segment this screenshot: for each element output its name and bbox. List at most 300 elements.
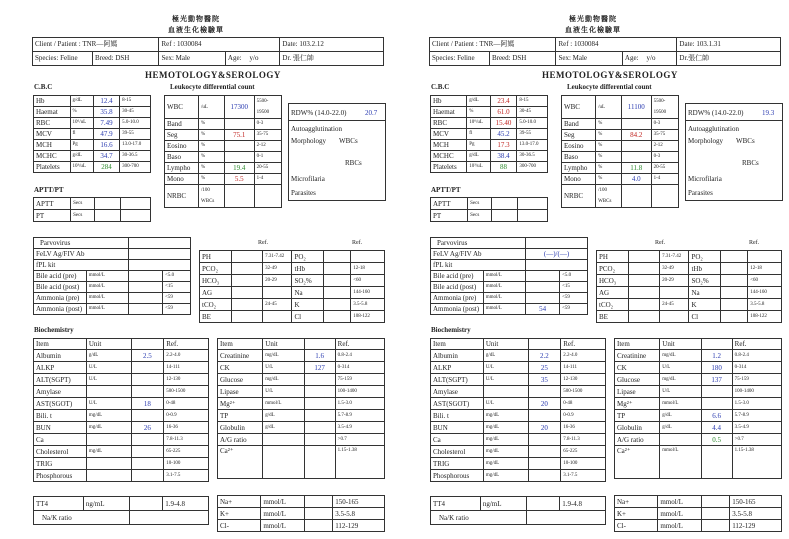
sero-name: fPL kit [431,260,526,271]
wbc-value [224,119,254,130]
ref-header: Ref. [164,339,209,350]
gas-ref: 108-122 [351,311,385,323]
rdw-smear-box [288,103,386,201]
table-row [615,410,782,422]
chem-name: Phosphorous [431,470,484,482]
chem-value [528,446,561,458]
tt4-ref: 1.9-4.8 [560,497,606,511]
aptt-blank [121,198,151,210]
table-row [34,151,151,162]
chem-name: Mg²⁺ [218,398,263,410]
table-row [34,249,191,260]
chem-value [304,434,335,446]
sero-ref: <59 [163,293,191,304]
chem-unit: U/L [263,362,304,374]
table-row [34,410,209,422]
table-row [615,422,782,434]
chem-unit: mmol/L [660,446,701,479]
tt4-unit: ng/mL [480,497,526,511]
elec-value [701,520,730,532]
chem-name: AST(SGOT) [431,398,484,410]
gas-name: tCO₂ [597,299,629,311]
sero-value: 54 [526,304,560,315]
table-row [431,497,606,511]
cbc-value: 7.49 [93,118,119,129]
cbc-unit: g/dL [70,151,93,162]
chem-name: Cholesterol [34,446,87,458]
report-sheet-right [397,0,789,539]
sero-ref: <59 [560,304,588,315]
chem-value: 127 [304,362,335,374]
gas-name: HCO₃ [597,275,629,287]
chem-value: 1.6 [304,350,335,362]
cbc-unit: 10³/uL [467,162,490,173]
tt4-ref: 1.9-4.8 [163,497,209,511]
gas-name: K [689,299,721,311]
chem-value [528,470,561,482]
cbc-unit: fl [467,129,490,140]
gas-ref: <60 [748,275,782,287]
table-row [218,446,385,479]
table-row [431,374,606,386]
table-row [34,422,209,434]
table-row [165,96,282,119]
chem-unit: U/L [483,374,528,386]
table-row [218,496,385,508]
table-row [34,511,209,525]
cbc-value: 38.4 [490,151,517,162]
cbc-title: C.B.C [34,83,53,91]
chem-unit: g/dL [263,410,304,422]
nak-value [129,511,208,525]
table-row [165,141,282,152]
wbc-unit: /uL [596,96,622,119]
table-row [218,374,385,386]
tt4-unit: ng/mL [83,497,129,511]
table-row [431,271,588,282]
blood-gas-table [596,250,782,323]
gas-ref: 3.5-5.8 [748,299,782,311]
sero-ref: <5.0 [163,271,191,282]
smear-item: Autoagglutination [291,125,342,133]
cbc-ref: 300-700 [517,162,548,173]
chem-value: 20 [528,422,561,434]
sero-unit: mmol/L [86,282,128,293]
wbc-ref: 1-4 [651,174,678,185]
table-row [431,293,588,304]
wbc-name: Band [165,119,199,130]
wbc-value [224,185,254,208]
aptt-unit: Secs [71,210,95,222]
age-label: Age: [227,54,242,62]
cbc-unit: fl [70,129,93,140]
cbc-unit: % [467,107,490,118]
chem-ref: 3.1-7.5 [561,470,606,482]
wbc-value: 11.8 [621,163,651,174]
chem-ref: 10-100 [164,458,209,470]
ref-header: Ref. [352,240,363,246]
table-row [562,130,679,141]
table-row [562,185,679,208]
gas-value [628,299,660,311]
table-row [431,422,606,434]
chem-unit: mg/dL [263,350,304,362]
wbc-unit: % [596,174,622,185]
chem-name: TP [218,410,263,422]
chem-name: ALT(SGPT) [34,374,87,386]
sero-value [526,260,588,271]
aptt-value [491,210,517,222]
ref-header: Ref. [258,240,269,246]
chem-value [131,410,164,422]
table-row [431,350,606,362]
wbc-name: WBC [165,96,199,119]
cbc-name: Platelets [34,162,71,173]
chem-unit [86,470,131,482]
patient-info-table [32,37,384,66]
gas-ref [263,311,292,323]
table-row [34,374,209,386]
chem-name: Amylase [34,386,87,398]
wbc-unit: % [596,119,622,130]
chem-name: BUN [431,422,484,434]
elec-ref: 112-129 [333,520,385,532]
chem-ref: 3.5-4.9 [732,422,781,434]
table-row [562,152,679,163]
sero-ref: <59 [560,293,588,304]
table-row [34,362,209,374]
smear-item: Microfilaria [291,175,325,183]
table-row [165,174,282,185]
chem-unit: g/dL [263,422,304,434]
chem-name: Ca²⁺ [615,446,660,479]
sero-ref: <5.0 [560,271,588,282]
table-row [431,129,548,140]
cbc-ref: 300-700 [120,162,151,173]
chem-name: Creatinine [615,350,660,362]
gas-name: PCO₂ [200,263,232,275]
sero-unit: mmol/L [86,293,128,304]
cbc-unit: 10³/uL [70,162,93,173]
aptt-value [94,210,120,222]
chem-name: Globulin [218,422,263,434]
table-row [34,446,209,458]
sero-name: Ammonia (post) [34,304,87,315]
sero-name: Parvovirus [34,238,129,249]
cbc-value: 47.9 [93,129,119,140]
gas-value [231,275,263,287]
chem-value: 18 [131,398,164,410]
patient-info-table [429,37,781,66]
smear-item: Autoagglutination [688,125,739,133]
chem-unit: mg/dL [483,410,528,422]
wbc-unit: % [596,130,622,141]
chem-ref: 1.5-3.0 [335,398,384,410]
gas-value [324,275,351,287]
table-row [562,163,679,174]
wbc-ref: 35-75 [254,130,281,141]
table-row [431,362,606,374]
table-row [615,508,782,520]
elec-value [304,508,333,520]
chem-unit: g/dL [483,350,528,362]
table-row [200,299,385,311]
chem-name: Albumin [431,350,484,362]
chem-name: TP [615,410,660,422]
electrolyte-table [614,495,782,532]
chem-name: Creatinine [218,350,263,362]
table-row [431,198,548,210]
table-row [615,374,782,386]
wbc-unit: % [596,141,622,152]
wbc-ref: 5500-19500 [651,96,678,119]
cbc-ref: 30-45 [120,107,151,118]
table-row [165,163,282,174]
wbc-unit: % [199,130,225,141]
gas-name: AG [200,287,232,299]
sero-unit: mmol/L [86,304,128,315]
wbc-ref [254,185,281,208]
table-row [431,410,606,422]
chem-name: ALKP [431,362,484,374]
biochem-title: Biochemistry [431,326,471,334]
gas-value [628,287,660,299]
chem-name: Ca [431,434,484,446]
chem-value [528,410,561,422]
sero-value [526,271,560,282]
smear-item: RBCs [742,159,759,167]
value-header [701,339,732,350]
chem-value: 25 [528,362,561,374]
chem-ref: 7.8-11.3 [164,434,209,446]
gas-name: Na [689,287,721,299]
unit-header: Unit [86,339,131,350]
wbc-ref: 5500-19500 [254,96,281,119]
wbc-value: 19.4 [224,163,254,174]
elec-name: Na+ [218,496,261,508]
gas-name: tHb [689,263,721,275]
age-value: y/o [646,54,656,62]
wbc-ref [651,185,678,208]
sero-unit: mmol/L [483,293,525,304]
wbc-table [561,95,679,208]
cbc-ref: 8-15 [120,96,151,107]
gas-value [231,263,263,275]
sero-name: Ammonia (post) [431,304,484,315]
smear-item: WBCs [736,137,755,145]
chem-unit: mg/dL [86,410,131,422]
chem-value [304,386,335,398]
tt4-value [526,497,560,511]
table-row [34,96,151,107]
chem-value [131,458,164,470]
table-row [34,304,191,315]
elec-name: K+ [218,508,261,520]
blood-gas-table [199,250,385,323]
gas-value [721,275,748,287]
cbc-name: RBC [431,118,467,129]
elec-value [304,496,333,508]
chem-name: TRIG [431,458,484,470]
sero-value [129,304,163,315]
wbc-value: 75.1 [224,130,254,141]
doctor: Dr.張仁帥 [677,52,781,66]
chem-unit: mg/dL [86,422,131,434]
chem-value: 2.5 [131,350,164,362]
chem-unit: g/dL [86,350,131,362]
table-row [562,174,679,185]
chem-name: AST(SGOT) [34,398,87,410]
gas-name: PO₂ [292,251,324,263]
table-row [615,496,782,508]
cbc-ref: 5.0-10.0 [517,118,548,129]
gas-ref: <60 [351,275,385,287]
sex: Sex: Male [556,52,622,66]
chem-ref: 2.2-4.0 [561,350,606,362]
wbc-name: Lympho [562,163,596,174]
wbc-table [164,95,282,208]
table-row [597,287,782,299]
aptt-blank [121,210,151,222]
elec-ref: 150-165 [730,496,782,508]
chem-unit: U/L [483,398,528,410]
table-row [34,398,209,410]
chem-unit: g/dL [660,410,701,422]
sero-ref: <15 [560,282,588,293]
chem-unit: U/L [86,374,131,386]
table-row [34,238,191,249]
smear-item: RBCs [345,159,362,167]
ref-number: Ref : 1030084 [159,38,280,52]
chem-name: Albumin [34,350,87,362]
report-subtitle: 血液生化檢驗單 [168,26,224,34]
gas-ref: 24-45 [263,299,292,311]
wbc-name: Eosino [562,141,596,152]
client-patient: Client / Patient : TNR—阿媽 [430,38,556,52]
chem-value: 4.4 [701,422,732,434]
aptt-name: PT [431,210,468,222]
cbc-name: MCHC [431,151,467,162]
gas-ref [660,287,689,299]
table-row [218,508,385,520]
chem-unit [483,386,528,398]
gas-name: BE [597,311,629,323]
cbc-ref: 30-36.5 [517,151,548,162]
wbc-name: Seg [562,130,596,141]
table-row [165,130,282,141]
sero-value [129,293,163,304]
biochem-title: Biochemistry [34,326,74,334]
table-row [431,458,606,470]
table-row [34,140,151,151]
table-row [597,311,782,323]
elec-ref: 3.5-5.8 [730,508,782,520]
cbc-value: 34.7 [93,151,119,162]
gas-name: Cl [689,311,721,323]
tt4-name: TT4 [34,497,84,511]
wbc-unit: % [596,163,622,174]
chem-name: ALKP [34,362,87,374]
table-row [562,96,679,119]
elec-name: Na+ [615,496,658,508]
species: Species: Feline [430,52,490,66]
table-row [34,497,209,511]
chem-name: Bili. t [431,410,484,422]
gas-value [721,251,748,263]
table-row [34,350,209,362]
sero-unit: mmol/L [86,271,128,282]
wbc-name: Seg [165,130,199,141]
chem-value [528,458,561,470]
gas-ref: 24-45 [660,299,689,311]
table-row [431,434,606,446]
table-row [431,398,606,410]
table-row [218,422,385,434]
chem-unit: mg/dL [483,470,528,482]
table-row [34,162,151,173]
gas-name: PH [200,251,232,263]
elec-ref: 112-129 [730,520,782,532]
table-row [218,386,385,398]
cbc-value: 61.0 [490,107,517,118]
chem-ref: 3.5-4.9 [335,422,384,434]
table-row [218,434,385,446]
table-row [615,350,782,362]
table-row [431,162,548,173]
table-row [34,129,151,140]
wbc-unit: /100 WBCs [596,185,622,208]
cbc-name: Haemat [431,107,467,118]
ref-header: Ref. [561,339,606,350]
gas-name: HCO₃ [200,275,232,287]
chem-ref: 0-314 [732,362,781,374]
table-row [165,152,282,163]
sero-name: Bile acid (pre) [431,271,484,282]
cbc-name: Hb [34,96,71,107]
gas-name: K [292,299,324,311]
gas-name: SO₂% [292,275,324,287]
elec-unit: mmol/L [658,496,701,508]
chem-value [304,374,335,386]
chem-ref: 0-48 [561,398,606,410]
aptt-name: PT [34,210,71,222]
wbc-value: 11100 [621,96,651,119]
chem-ref: 0-48 [164,398,209,410]
wbc-ref: 20-55 [651,163,678,174]
smear-item: Morphology [291,137,326,145]
chem-unit: U/L [263,386,304,398]
leukocyte-title: Leukocyte differential count [567,83,652,91]
aptt-title: APTT/PT [34,186,64,194]
chem-name: BUN [34,422,87,434]
hospital-name: 極光動物醫院 [569,15,617,23]
table-row [218,410,385,422]
chem-ref: 500-1500 [561,386,606,398]
elec-unit: mmol/L [658,520,701,532]
report-subtitle: 血液生化檢驗單 [565,26,621,34]
cbc-ref: 13.0-17.0 [120,140,151,151]
aptt-value [491,198,517,210]
report-sheet-left [0,0,392,539]
table-row [431,140,548,151]
gas-value [324,251,351,263]
table-row [597,263,782,275]
chem-value [701,386,732,398]
age-value: y/o [249,54,259,62]
elec-unit: mmol/L [261,520,304,532]
gas-ref: 7.31-7.42 [660,251,689,263]
table-row [200,251,385,263]
